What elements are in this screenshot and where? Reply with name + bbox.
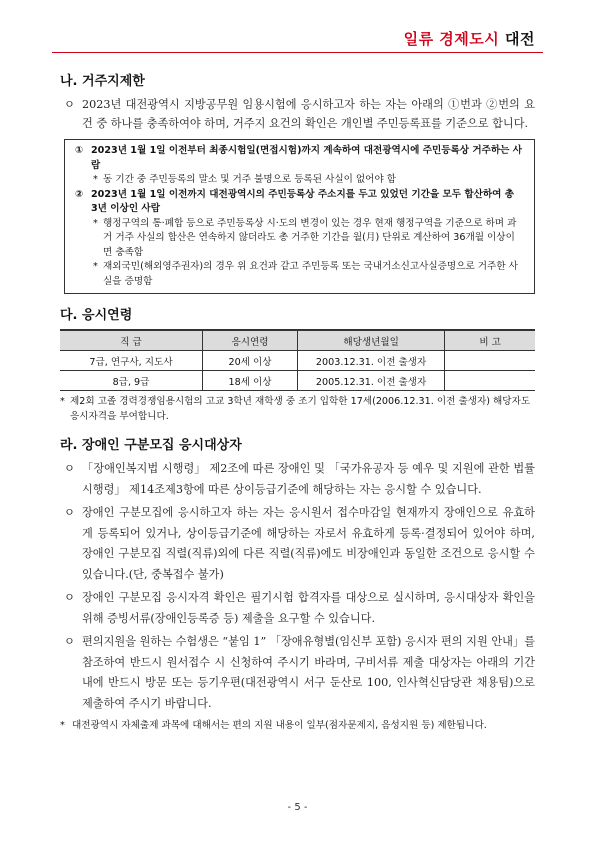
brand-header [404,28,535,49]
requirement-number: ① [75,145,84,156]
disabled-paragraph-text: 편의지원을 원하는 수험생은 “붙임 1” 「장애유형별(임신부 포함) 응시자 편의 지원 안내」를 참조하여 반드시 원서접수 시 신청하여 주시기 바라며, 구비서류 제출 대상자는 아래의 기간 내에 반드시 방문 또는 등기우편(대전광역시 서구 둔산로 100, 인사혁신담당관 채용팀)으로 제출하여 주시기 바랍니다. [82,635,535,710]
bullet-marker: ㅇ [64,462,75,475]
note-marker: * [60,720,65,731]
note-marker: * [93,261,98,272]
table-cell: 8급, 9급 [60,371,203,391]
bullet-marker: ㅇ [64,506,75,519]
disabled-paragraph [60,503,535,585]
table-row [60,371,535,391]
table-cell: 20세 이상 [203,351,298,371]
table-cell: 2005.12.31. 이전 출생자 [298,371,445,391]
column-header-grade: 직 급 [60,330,203,351]
note-marker: * [93,217,98,229]
table-cell [445,351,535,371]
residence-requirements-box [64,139,535,294]
disabled-paragraph [60,459,535,500]
requirement-item-1 [75,144,524,173]
requirement-text: 2023년 1월 1일 이전까지 대전광역시의 주민등록상 주소지를 두고 있었던 기간을 모두 합산하여 총 3년 이상인 사람 [91,188,515,214]
residence-paragraph [60,95,535,133]
page-number: - 5 - [287,802,308,813]
requirement-note-text: 행정구역의 통·폐합 등으로 주민등록상 시·도의 변경이 있는 경우 현재 행정구역을 기준으로 하며 과거 거주 사실의 합산은 연속하지 않더라도 총 거주한 기간을 월(月) 단위로 계산하여 36개월 이상이면 충족함 [103,217,517,258]
requirement-note-text: 동 기간 중 주민등록의 말소 및 거주 불명으로 등록된 사실이 없어야 함 [103,174,397,185]
disabled-paragraph [60,632,535,714]
column-header-age: 응시연령 [203,330,298,351]
bullet-marker: ㅇ [64,591,75,604]
table-cell: 7급, 연구사, 지도사 [60,351,203,371]
table-row [60,351,535,371]
requirement-note [79,260,524,289]
section-title-disabled: 라. 장애인 구분모집 응시대상자 [60,438,242,453]
document-body [60,62,535,733]
final-note-text: 대전광역시 자체출제 과목에 대해서는 편의 지원 내용이 일부(점자문제지, 음성지원 등) 제한됩니다. [72,720,487,731]
requirement-number: ② [75,188,84,200]
note-marker: * [93,174,98,185]
column-header-birthdate: 해당생년월일 [298,330,445,351]
table-header-row [60,330,535,351]
age-table [60,329,535,391]
table-cell: 18세 이상 [203,371,298,391]
brand-city: 대전 [505,30,535,48]
section-title-age: 다. 응시연령 [60,308,133,323]
note-marker: * [60,396,65,407]
residence-paragraph-text: 2023년 대전광역시 지방공무원 임용시험에 응시하고자 하는 자는 아래의 ①번과 ②번의 요건 중 하나를 충족하여야 하며, 거주지 요건의 확인은 개인별 주민등록표를 기준으로 합니다. [82,98,535,130]
requirement-note [79,217,524,261]
column-header-remarks: 비 고 [445,330,535,351]
age-table-note [60,394,535,424]
header-divider [52,52,543,53]
brand-slogan: 일류 경제도시 [403,30,500,48]
table-cell: 2003.12.31. 이전 출생자 [298,351,445,371]
age-note-text: 제2회 고졸 경력경쟁임용시험의 고교 3학년 재학생 중 조기 입학한 17세(2006.12.31. 이전 출생자) 해당자도 응시자격을 부여합니다. [70,396,531,422]
section-title-residence: 나. 거주지제한 [60,74,145,89]
bullet-marker: ㅇ [64,635,75,648]
disabled-paragraph [60,588,535,629]
disabled-final-note [60,718,535,733]
requirement-note-text: 재외국민(해외영주권자)의 경우 위 요건과 같고 주민등록 또는 국내거소신고사실증명으로 거주한 사실을 증명함 [103,261,518,287]
disabled-paragraph-text: 장애인 구분모집 응시자격 확인은 필기시험 합격자를 대상으로 실시하며, 응시대상자 확인을 위해 증빙서류(장애인등록증 등) 제출을 요구할 수 있습니다. [82,591,535,625]
requirement-text: 2023년 1월 1일 이전부터 최종시험일(면접시험)까지 계속하여 대전광역시에 주민등록상 거주하는 사람 [91,145,523,171]
bullet-marker: ㅇ [64,98,75,111]
requirement-note [79,173,524,188]
disabled-paragraph-text: 장애인 구분모집에 응시하고자 하는 자는 응시원서 접수마감일 현재까지 장애인으로 유효하게 등록되어 있거나, 상이등급기준에 해당하는 자로서 유효하게 등록·결정되어 있어야 하며, 장애인 구분모집 직렬(직류)외에 다른 직렬(직류)에도 비장애인과 동일한 조건으로 응시할 수 있습니다.(단, 중복접수 불가) [82,506,535,581]
table-cell [445,371,535,391]
disabled-paragraph-text: 「장애인복지법 시행령」 제2조에 따른 장애인 및 「국가유공자 등 예우 및 지원에 관한 법률 시행령」 제14조제3항에 따른 상이등급기준에 해당하는 자는 응시할 수 있습니다. [82,462,535,496]
requirement-item-2 [75,188,524,217]
